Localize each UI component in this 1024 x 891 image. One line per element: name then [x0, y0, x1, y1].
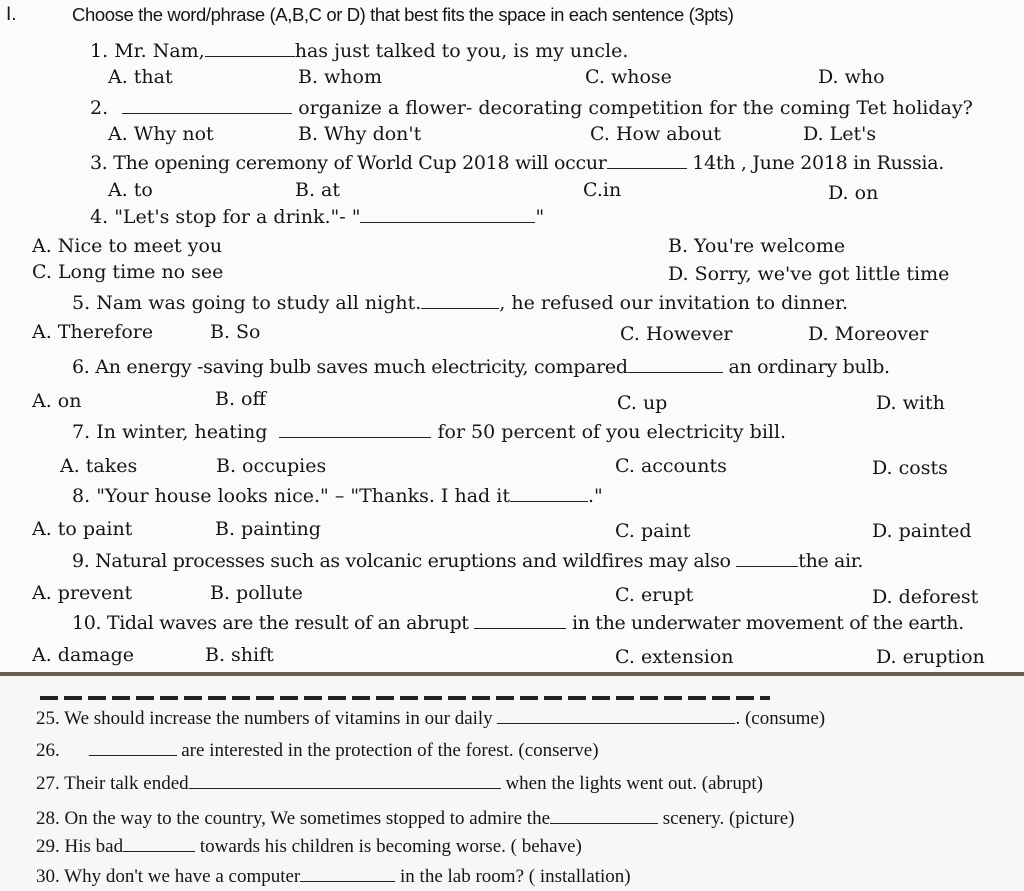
answer-blank[interactable] [300, 867, 395, 882]
q7-option-a[interactable]: A. takes [60, 455, 138, 477]
question-26: 26. are interested in the protection of the forest. (conserve) [36, 740, 599, 761]
q3-option-a[interactable]: A. to [108, 179, 153, 201]
q9-option-b[interactable]: B. pollute [210, 582, 303, 604]
question-10: 10. Tidal waves are the result of an abrupt in the underwater movement of the earth. [72, 612, 964, 634]
question-8: 8. "Your house looks nice." – "Thanks. I had it ." [72, 485, 603, 507]
q8-option-a[interactable]: A. to paint [32, 518, 133, 540]
q3-option-d[interactable]: D. on [828, 182, 879, 204]
q4-option-b[interactable]: B. You're welcome [668, 235, 846, 257]
question-6: 6. An energy -saving bulb saves much electricity, compared an ordinary bulb. [72, 356, 890, 378]
q10-option-a[interactable]: A. damage [32, 644, 135, 666]
question-28: 28. On the way to the country, We sometimes stopped to admire the scenery. (picture) [36, 808, 795, 829]
q4-option-d[interactable]: D. Sorry, we've got little time [668, 263, 950, 285]
q1-option-a[interactable]: A. that [108, 66, 173, 88]
q8-option-d[interactable]: D. painted [872, 520, 972, 542]
answer-blank[interactable] [497, 709, 735, 724]
question-27: 27. Their talk ended when the lights went out. (abrupt) [36, 773, 763, 794]
q8-option-c[interactable]: C. paint [615, 520, 691, 542]
q6-option-b[interactable]: B. off [215, 388, 266, 410]
answer-blank[interactable] [474, 614, 566, 629]
answer-blank[interactable] [360, 208, 535, 223]
question-5: 5. Nam was going to study all night. , he refused our invitation to dinner. [72, 292, 849, 314]
q7-option-b[interactable]: B. occupies [216, 455, 327, 477]
question-7: 7. In winter, heating for 50 percent of you electricity bill. [72, 421, 787, 443]
answer-blank[interactable] [205, 42, 295, 57]
answer-blank[interactable] [89, 741, 177, 756]
instruction-heading: Choose the word/phrase (A,B,C or D) that best fits the space in each sentence (3pts) [72, 4, 734, 25]
q4-option-a[interactable]: A. Nice to meet you [32, 235, 223, 257]
q4-option-c[interactable]: C. Long time no see [32, 261, 224, 283]
q5-option-a[interactable]: A. Therefore [32, 321, 154, 343]
q7-option-c[interactable]: C. accounts [615, 455, 727, 477]
question-2: 2. organize a flower- decorating competition for the coming Tet holiday? [90, 97, 973, 119]
q5-option-c[interactable]: C. However [620, 323, 733, 345]
q2-option-b[interactable]: B. Why don't [298, 123, 422, 145]
q10-option-b[interactable]: B. shift [205, 644, 274, 666]
q1-option-d[interactable]: D. who [818, 66, 885, 88]
answer-blank[interactable] [628, 358, 723, 373]
q6-option-a[interactable]: A. on [32, 390, 82, 412]
q5-option-d[interactable]: D. Moreover [808, 323, 929, 345]
answer-blank[interactable] [189, 774, 501, 789]
q2-option-d[interactable]: D. Let's [803, 123, 877, 145]
question-3: 3. The opening ceremony of World Cup 2018 will occur 14th , June 2018 in Russia. [90, 152, 944, 174]
q6-option-c[interactable]: C. up [617, 392, 668, 414]
q9-option-c[interactable]: C. erupt [615, 584, 694, 606]
answer-blank[interactable] [279, 423, 431, 438]
answer-blank[interactable] [122, 99, 292, 114]
q1-option-b[interactable]: B. whom [298, 66, 382, 88]
section-label: I. [6, 4, 17, 25]
answer-blank[interactable] [550, 809, 658, 824]
q3-option-b[interactable]: B. at [295, 179, 341, 201]
answer-blank[interactable] [736, 552, 798, 567]
q2-option-a[interactable]: A. Why not [108, 123, 214, 145]
q9-option-a[interactable]: A. prevent [32, 582, 133, 604]
question-25: 25. We should increase the numbers of vitamins in our daily . (consume) [36, 708, 826, 729]
answer-blank[interactable] [421, 294, 499, 309]
q10-option-d[interactable]: D. eruption [876, 646, 985, 668]
cropped-heading [40, 696, 770, 700]
q2-option-c[interactable]: C. How about [590, 123, 722, 145]
q3-option-c[interactable]: C.in [583, 179, 622, 201]
q10-option-c[interactable]: C. extension [615, 646, 734, 668]
answer-blank[interactable] [510, 487, 588, 502]
question-29: 29. His bad towards his children is becoming worse. ( behave) [36, 836, 582, 857]
answer-blank[interactable] [607, 154, 687, 169]
question-4: 4. "Let's stop for a drink."- " " [90, 206, 545, 228]
question-1: 1. Mr. Nam, has just talked to you, is my uncle. [90, 40, 629, 62]
question-9: 9. Natural processes such as volcanic eruptions and wildfires may also the air. [72, 550, 864, 572]
q1-option-c[interactable]: C. whose [585, 66, 672, 88]
q6-option-d[interactable]: D. with [876, 392, 945, 414]
question-30: 30. Why don't we have a computer in the lab room? ( installation) [36, 866, 631, 887]
q9-option-d[interactable]: D. deforest [872, 586, 979, 608]
answer-blank[interactable] [123, 837, 195, 852]
q5-option-b[interactable]: B. So [210, 321, 261, 343]
q8-option-b[interactable]: B. painting [215, 518, 321, 540]
q7-option-d[interactable]: D. costs [872, 457, 948, 479]
